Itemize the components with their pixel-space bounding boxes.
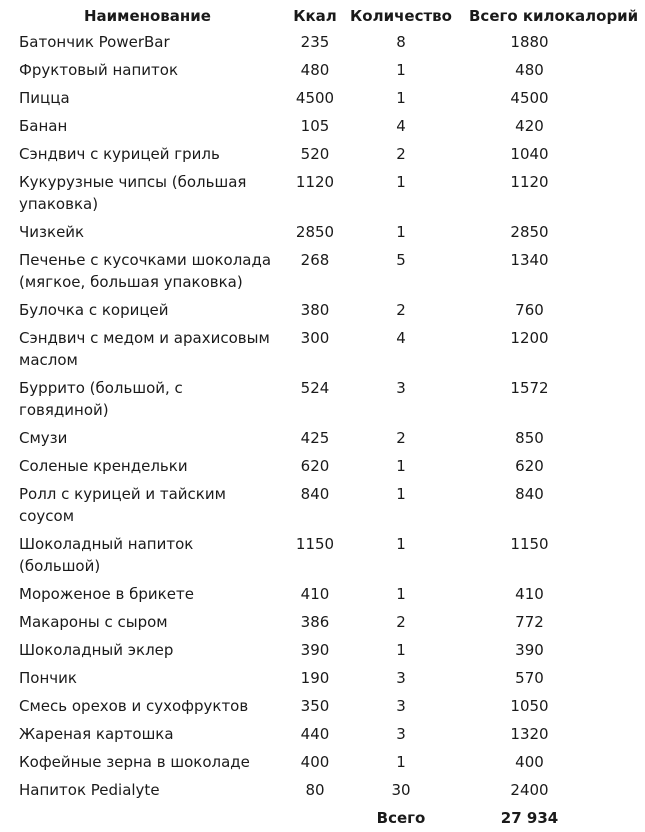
table-row [0,636,645,664]
table-footer [0,804,645,832]
item-name: Смесь орехов и сухофруктов [19,697,249,715]
table-row [0,296,645,324]
item-kcal: 300 [300,329,330,347]
item-kcal: 480 [300,61,330,79]
item-name: Банан [19,117,68,135]
item-total-kcal: 760 [515,301,544,319]
table-row [0,530,645,580]
table-row [0,776,645,804]
item-kcal: 1120 [295,173,335,191]
table-row [0,56,645,84]
item-quantity: 2 [396,429,406,447]
table-row [0,218,645,246]
table-row [0,168,645,218]
total-value: 27 934 [500,809,559,827]
item-total-kcal: 570 [515,669,544,687]
item-quantity: 2 [396,145,406,163]
table-row [0,324,645,374]
item-name: Шоколадный эклер [19,641,174,659]
item-name: Чизкейк [19,223,85,241]
item-total-kcal: 2400 [510,781,549,799]
item-quantity: 1 [396,173,406,191]
item-total-kcal: 2850 [510,223,549,241]
table-row [0,28,645,56]
table-row [0,480,645,530]
item-name: Ролл с курицей и тайским соусом [19,485,226,525]
table-row [0,720,645,748]
item-kcal: 524 [300,379,330,397]
item-name: Булочка с корицей [19,301,169,319]
item-name: Кукурузные чипсы (большая упаковка) [19,173,247,213]
item-kcal: 190 [300,669,330,687]
item-total-kcal: 620 [515,457,544,475]
item-name: Пицца [19,89,70,107]
item-name: Кофейные зерна в шоколаде [19,753,250,771]
item-name: Макароны с сыром [19,613,168,631]
item-kcal: 105 [300,117,330,135]
item-name: Фруктовый напиток [19,61,179,79]
item-kcal: 1150 [295,535,335,553]
header-name: Наименование [84,7,211,25]
item-name: Сэндвич с медом и арахисовым маслом [19,329,270,369]
item-total-kcal: 410 [515,585,544,603]
item-quantity: 1 [396,61,406,79]
item-quantity: 1 [396,641,406,659]
table-row [0,246,645,296]
table-body [0,28,645,804]
item-name: Печенье с кусочками шоколада (мягкое, большая упаковка) [19,251,272,291]
item-quantity: 3 [396,669,406,687]
item-total-kcal: 850 [515,429,544,447]
total-row-spacer [280,804,350,832]
item-quantity: 1 [396,535,406,553]
item-kcal: 440 [300,725,330,743]
total-row-spacer [0,804,280,832]
item-name: Батончик PowerBar [19,33,170,51]
item-quantity: 4 [396,329,406,347]
item-kcal: 520 [300,145,330,163]
item-kcal: 268 [300,251,330,269]
table-row [0,374,645,424]
item-name: Жареная картошка [19,725,174,743]
table-row [0,580,645,608]
item-quantity: 3 [396,697,406,715]
item-quantity: 1 [396,585,406,603]
item-kcal: 350 [300,697,330,715]
item-quantity: 3 [396,379,406,397]
item-total-kcal: 1200 [510,329,549,347]
total-row [0,804,645,832]
total-label: Всего [376,809,426,827]
header-kcal: Ккал [293,7,337,25]
item-kcal: 380 [300,301,330,319]
item-total-kcal: 400 [515,753,544,771]
table-row [0,692,645,720]
item-name: Напиток Pedialyte [19,781,160,799]
item-quantity: 1 [396,753,406,771]
item-quantity: 1 [396,223,406,241]
table-row [0,748,645,776]
item-kcal: 400 [300,753,330,771]
item-quantity: 30 [391,781,411,799]
item-quantity: 4 [396,117,406,135]
item-quantity: 5 [396,251,406,269]
item-total-kcal: 1150 [510,535,549,553]
item-name: Буррито (большой, с говядиной) [19,379,183,419]
item-name: Соленые крендельки [19,457,188,475]
table-row [0,112,645,140]
item-quantity: 2 [396,301,406,319]
item-total-kcal: 1320 [510,725,549,743]
table-row [0,664,645,692]
item-total-kcal: 480 [515,61,544,79]
item-kcal: 2850 [295,223,335,241]
item-total-kcal: 1880 [510,33,549,51]
item-name: Сэндвич с курицей гриль [19,145,220,163]
calorie-table [0,4,645,832]
header-total-kcal: Всего килокалорий [469,7,639,25]
item-kcal: 620 [300,457,330,475]
item-total-kcal: 840 [515,485,544,503]
table-row [0,608,645,636]
header-row [0,4,645,28]
item-name: Пончик [19,669,77,687]
table-row [0,452,645,480]
item-kcal: 840 [300,485,330,503]
item-total-kcal: 390 [515,641,544,659]
item-total-kcal: 1050 [510,697,549,715]
item-total-kcal: 1572 [510,379,549,397]
item-name: Шоколадный напиток (большой) [19,535,194,575]
item-quantity: 3 [396,725,406,743]
item-kcal: 80 [305,781,325,799]
item-total-kcal: 4500 [510,89,549,107]
item-total-kcal: 1120 [510,173,549,191]
item-total-kcal: 1340 [510,251,549,269]
item-quantity: 1 [396,485,406,503]
item-kcal: 235 [300,33,330,51]
item-quantity: 2 [396,613,406,631]
item-kcal: 4500 [295,89,335,107]
item-total-kcal: 1040 [510,145,549,163]
item-quantity: 1 [396,457,406,475]
table-row [0,84,645,112]
item-name: Мороженое в брикете [19,585,194,603]
item-name: Смузи [19,429,68,447]
item-kcal: 386 [300,613,330,631]
table-header [0,4,645,28]
item-total-kcal: 772 [515,613,544,631]
item-quantity: 8 [396,33,406,51]
table-row [0,424,645,452]
item-total-kcal: 420 [515,117,544,135]
item-kcal: 390 [300,641,330,659]
item-kcal: 425 [300,429,330,447]
item-quantity: 1 [396,89,406,107]
header-quantity: Количество [350,7,452,25]
item-kcal: 410 [300,585,330,603]
table-row [0,140,645,168]
